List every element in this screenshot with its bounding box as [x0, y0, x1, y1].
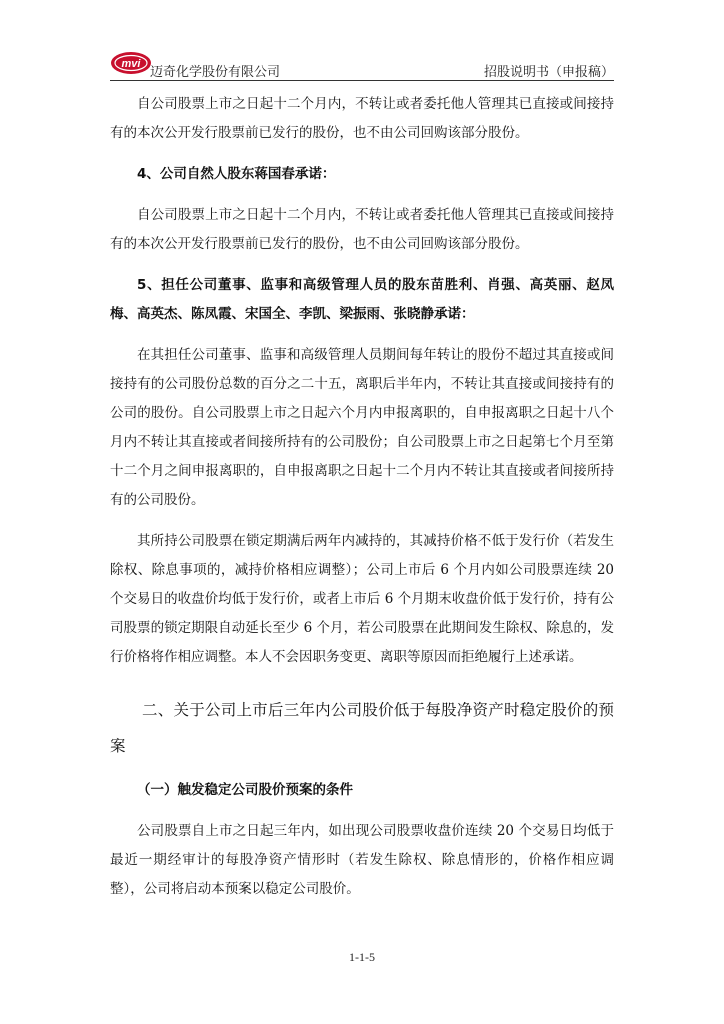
- logo-text: mvi: [121, 58, 141, 70]
- page-header: [110, 46, 614, 80]
- company-name: 迈奇化学股份有限公司: [150, 65, 281, 80]
- paragraph-2: 自公司股票上市之日起十二个月内，不转让或者委托他人管理其已直接或间接持有的本次公开发行股票前已发行的股份，也不由公司回购该部分股份。: [110, 207, 614, 252]
- heading-item-4: 4、公司自然人股东蒋国春承诺：: [137, 166, 336, 182]
- paragraph-4: 其所持公司股票在锁定期满后两年内减持的，其减持价格不低于发行价（若发生除权、除息事项的，减持价格相应调整）；公司上市后 6 个月内如公司股票连续 20 个交易日的收盘价均低于发行价，或者上市后 6 个月期末收盘价低于发行价，持有公司股票的锁定期限自动延长至少 6 个月，若公司股票在此期间发生除权、除息的，发行价格将作相应调整。本人不会因职务变更、离职等原因而拒绝履行上述承诺。: [110, 533, 614, 665]
- paragraph-3: 在其担任公司董事、监事和高级管理人员期间每年转让的股份不超过其直接或间接持有的公司股份总数的百分之二十五，离职后半年内，不转让其直接或间接持有的公司的股份。自公司股票上市之日起六个月内申报离职的，自申报离职之日起十八个月内不转让其直接或者间接所持有的公司股份；自公司股票上市之日起第七个月至第十二个月之间申报离职的，自申报离职之日起十二个月内不转让其直接或者间接所持有的公司股份。: [110, 347, 614, 508]
- header-rule: [110, 80, 614, 81]
- document-body: [110, 90, 614, 904]
- paragraph-1: 自公司股票上市之日起十二个月内，不转让或者委托他人管理其已直接或间接持有的本次公开发行股票前已发行的股份，也不由公司回购该部分股份。: [110, 96, 614, 141]
- paragraph-5: 公司股票自上市之日起三年内，如出现公司股票收盘价连续 20 个交易日均低于最近一期经审计的每股净资产情形时（若发生除权、除息情形的，价格作相应调整），公司将启动本预案以稳定公司股价。: [110, 823, 614, 897]
- subsection-heading-1: （一）触发稳定公司股价预案的条件: [137, 782, 353, 798]
- heading-item-5: 5、担任公司董事、监事和高级管理人员的股东苗胜利、肖强、高英丽、赵凤梅、高英杰、陈凤霞、宋国全、李凯、梁振雨、张晓静承诺：: [110, 277, 614, 322]
- document-title: 招股说明书（申报稿）: [483, 65, 614, 80]
- page-number: 1-1-5: [349, 950, 375, 964]
- company-logo: [110, 50, 152, 76]
- section-heading-2: 二、关于公司上市后三年内公司股价低于每股净资产时稳定股价的预案: [110, 701, 614, 755]
